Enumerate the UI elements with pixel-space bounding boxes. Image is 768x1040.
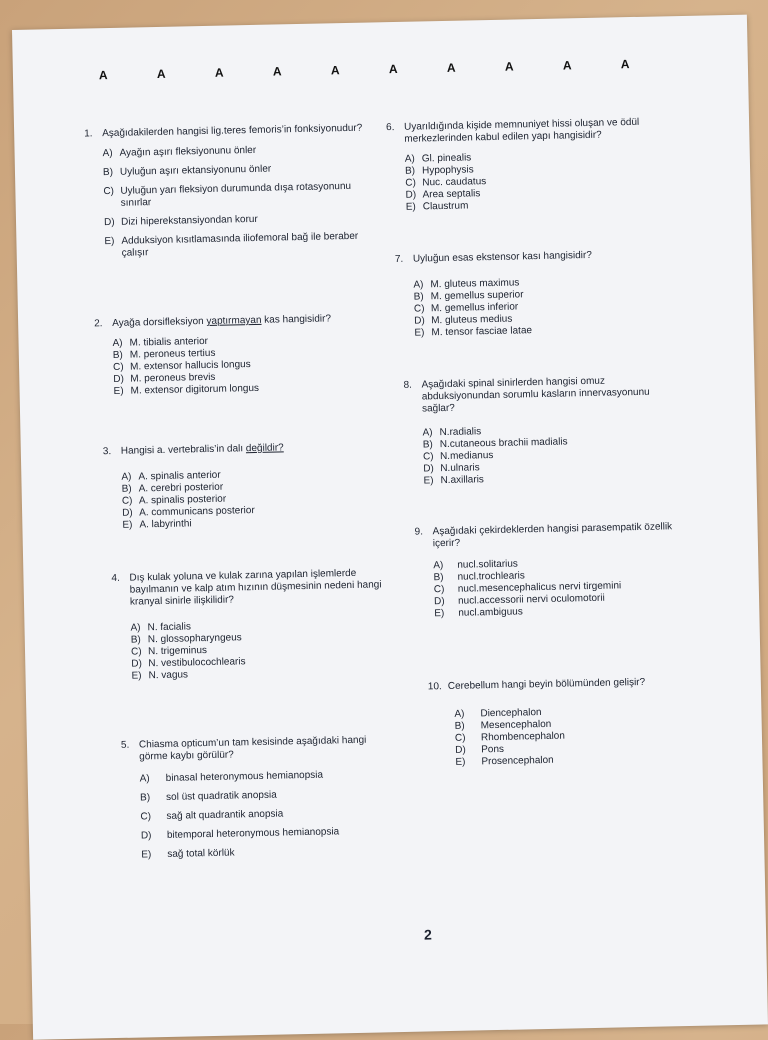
header-letter: A [272, 64, 282, 79]
booklet-letter-header [98, 57, 639, 83]
header-letter: A [620, 57, 630, 72]
question-number: 2. [94, 318, 103, 330]
emphasis-underline: değildir? [245, 442, 284, 455]
question-5 [121, 734, 394, 869]
question-text: Chiasma opticum’un tam kesisinde aşağıdaki hangi görme kaybı görülür? [138, 734, 367, 763]
option-e[interactable]: E) sağ total körlük [141, 847, 235, 861]
header-letter: A [446, 60, 456, 75]
question-number: 4. [111, 572, 120, 585]
question-number: 3. [102, 446, 112, 458]
option-e[interactable]: E) Claustrum [405, 200, 469, 213]
option-c[interactable]: C) Nuc. caudatus [405, 176, 487, 189]
header-letter: A [98, 68, 108, 83]
option-list [395, 274, 676, 340]
option-b[interactable]: B) A. cerebri posterior [121, 481, 224, 495]
option-e[interactable]: E) Adduksiyon kısıtlamasında iliofemoral bağ ile beraber çalışır [104, 230, 359, 259]
page-number: 2 [423, 926, 432, 943]
option-c[interactable]: C) M. gemellus inferior [413, 301, 519, 315]
question-number: 9. [414, 526, 424, 538]
emphasis-underline: yaptırmayan [206, 314, 262, 327]
question-3 [103, 440, 390, 532]
option-d[interactable]: D) N. vestibulocochlearis [131, 656, 246, 670]
option-a[interactable]: A) M. gluteus maximus [413, 277, 520, 291]
header-letter: A [214, 65, 224, 80]
option-e[interactable]: E) Prosencephalon [455, 754, 554, 768]
option-d[interactable]: D) Dizi hiperekstansiyondan korur [103, 213, 258, 229]
option-c[interactable]: C) Uyluğun yarı fleksiyon durumunda dışa rotasyonunu sınırlar [103, 180, 352, 209]
question-6 [386, 116, 668, 214]
option-c[interactable]: C) sağ alt quadrantik anopsia [140, 808, 284, 823]
question-text: Uyarıldığında kişide memnuniyet hissi oluşan ve ödül merkezlerinden kabul edilen yapı hangisidir? [404, 116, 640, 145]
option-d[interactable]: D) Area septalis [405, 188, 481, 201]
option-b[interactable]: B) M. peroneus tertius [112, 347, 216, 361]
question-text: Aşağıdaki spinal sinirlerden hangisi omuz abduksiyonundan sorumlu kasların innervasyonunu sağlar? [421, 375, 650, 415]
option-d[interactable]: D) A. communicans posterior [122, 505, 255, 519]
question-7 [395, 248, 677, 340]
option-a[interactable]: A) Ayağın aşırı fleksiyonunu önler [102, 144, 257, 160]
option-list [387, 148, 668, 214]
option-a[interactable]: A) binasal heteronymous hemianopsia [139, 769, 324, 785]
option-d[interactable]: D) bitemporal heteronymous hemianopsia [140, 826, 340, 842]
option-b[interactable]: B) N. glossopharyngeus [130, 632, 242, 646]
option-a[interactable]: A) nucl.solitarius [433, 558, 519, 572]
question-9 [414, 521, 686, 621]
option-b[interactable]: B) Uyluğun aşırı ektansiyonunu önler [102, 163, 272, 179]
question-text: Aşağıdaki çekirdeklerden hangisi parasempatik özellik içerir? [432, 521, 673, 550]
header-letter: A [388, 61, 398, 77]
option-c[interactable]: C) M. extensor hallucis longus [112, 359, 251, 373]
option-e[interactable]: E) N.axillaris [423, 474, 484, 487]
option-e[interactable]: E) M. tensor fasciae latae [414, 325, 533, 339]
question-4 [111, 567, 383, 683]
option-d[interactable]: D) M. peroneus brevis [113, 371, 216, 385]
question-text: Dış kulak yoluna ve kulak zarına yapılan işlemlerde bayılmanın ve kalp atım hızının düşmesinin nedeni hangi kranyal sinirle ilişkilidir? [129, 567, 382, 608]
option-c[interactable]: C) nucl.mesencephalicus nervi tirgemini [433, 580, 622, 596]
question-number: 10. [427, 681, 442, 693]
option-b[interactable]: B) nucl.trochlearis [433, 570, 525, 584]
option-c[interactable]: C) N.medianus [422, 450, 494, 463]
option-c[interactable]: C) N. trigeminus [130, 645, 208, 658]
question-2 [94, 312, 386, 398]
option-e[interactable]: E) M. extensor digitorum longus [113, 382, 260, 397]
exam-page [12, 15, 768, 1040]
header-letter: A [504, 59, 514, 74]
option-e[interactable]: E) A. labyrinthi [122, 518, 192, 531]
question-text: Cerebellum hangi beyin bölümünden gelişir? [447, 676, 646, 693]
option-list [404, 422, 675, 488]
question-stem [386, 116, 666, 146]
option-a[interactable]: A) N. facialis [130, 621, 192, 634]
question-10 [428, 676, 690, 769]
question-8 [403, 374, 675, 488]
question-stem [403, 374, 674, 416]
header-letter: A [562, 58, 572, 73]
question-stem [111, 567, 382, 609]
question-number: 1. [84, 128, 93, 140]
question-text: Aşağıdakilerden hangisi lig.teres femoris’in fonksiyonudur? [102, 122, 363, 140]
question-number: 6. [386, 122, 395, 134]
option-list [415, 555, 686, 621]
option-list [94, 332, 385, 398]
option-list [122, 768, 394, 862]
question-text: Uyluğun esas ekstensor kası hangisidir? [412, 249, 592, 265]
option-d[interactable]: D) nucl.accessorii nervi oculomotorii [433, 592, 605, 608]
option-c[interactable]: C) A. spinalis posterior [121, 493, 227, 507]
option-b[interactable]: B) N.cutaneous brachii madialis [422, 436, 568, 451]
question-1 [84, 123, 372, 268]
option-b[interactable]: B) Hypophysis [404, 164, 474, 177]
option-b[interactable]: B) M. gemellus superior [413, 289, 524, 303]
header-letter: A [330, 63, 340, 78]
option-list [103, 466, 389, 532]
question-number: 8. [403, 379, 412, 391]
question-stem [121, 734, 391, 764]
question-number: 7. [394, 253, 404, 266]
header-letter: A [156, 66, 166, 81]
option-a[interactable]: A) N.radialis [422, 426, 482, 439]
question-stem: 2. Ayağa dorsifleksiyon yaptırmayan kas hangisidir? [94, 313, 332, 330]
option-a[interactable]: A) M. tibialis anterior [112, 335, 209, 349]
question-stem [414, 521, 684, 551]
question-stem: 3. Hangisi a. vertebralis’in dalı değildir? [102, 442, 284, 458]
option-b[interactable]: B) Mesencephalon [454, 718, 552, 732]
option-list [112, 617, 383, 683]
question-stem [395, 248, 675, 266]
option-c[interactable]: C) Rhombencephalon [454, 730, 565, 744]
option-d[interactable]: D) N.ulnaris [423, 462, 480, 475]
question-stem [428, 676, 688, 693]
option-a[interactable]: A) Gl. pinealis [404, 152, 472, 165]
option-list [428, 704, 689, 769]
question-stem [84, 123, 369, 141]
option-e[interactable]: E) N. vagus [131, 669, 189, 682]
option-a[interactable]: A) Diencephalon [454, 707, 542, 720]
option-a[interactable]: A) A. spinalis anterior [121, 469, 221, 483]
option-d[interactable]: D) M. gluteus medius [414, 313, 513, 327]
option-e[interactable]: E) nucl.ambiguus [434, 606, 523, 620]
option-b[interactable]: B) sol üst quadratik anopsia [139, 789, 277, 804]
option-d[interactable]: D) Pons [455, 743, 505, 756]
question-number: 5. [120, 739, 130, 751]
option-list [84, 143, 371, 261]
